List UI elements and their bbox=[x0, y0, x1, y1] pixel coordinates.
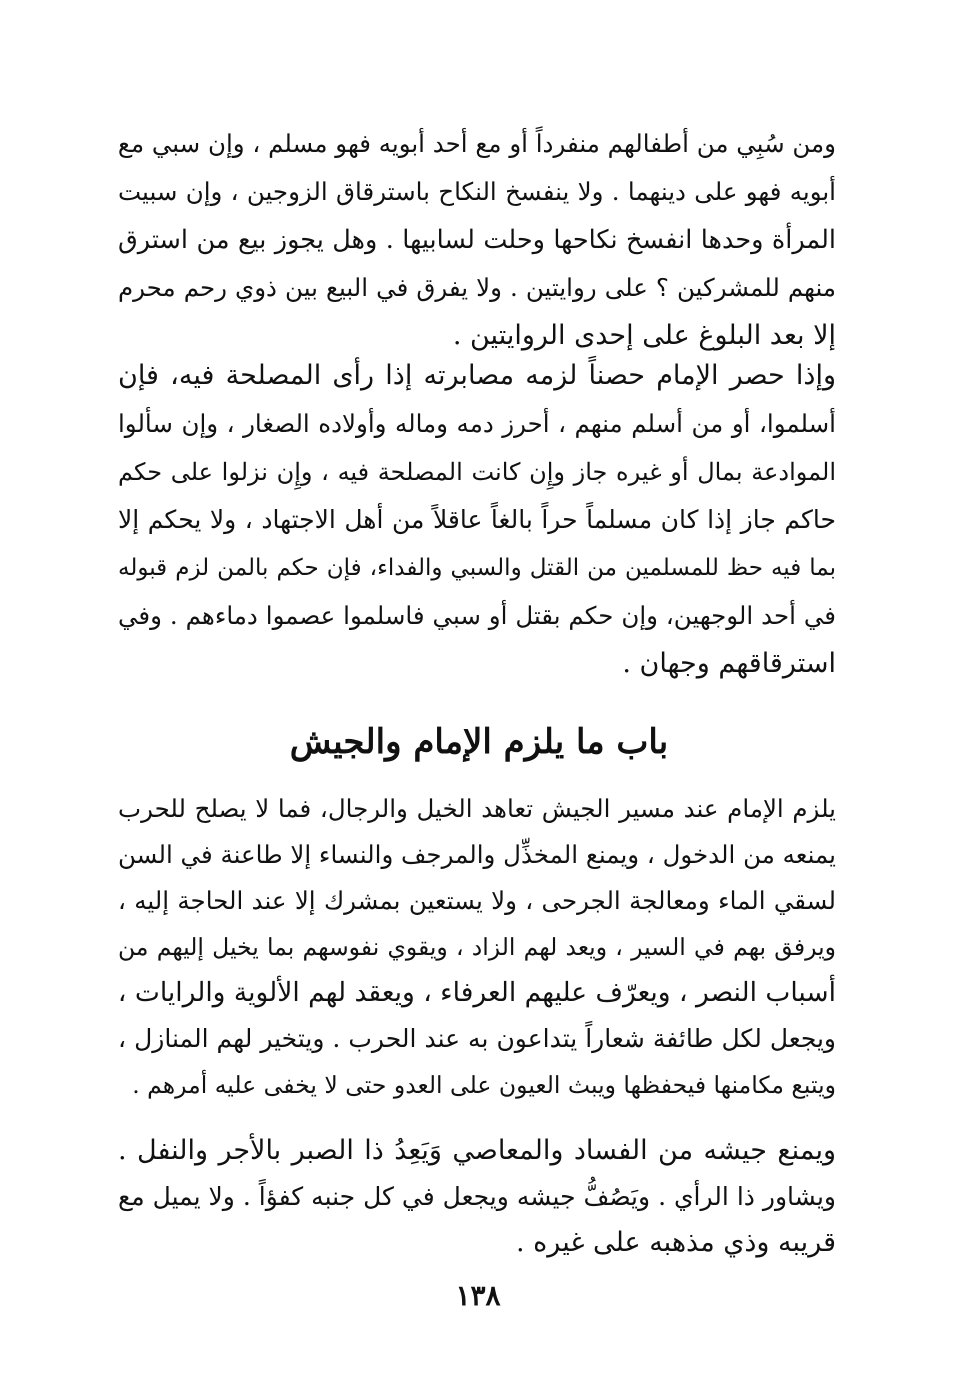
text-line: أسباب النصر ، ويعرّف عليهم العرفاء ، ويعقد لهم الألوية والرايات ، bbox=[117, 977, 836, 1008]
paragraph-siege-fortress bbox=[118, 352, 836, 688]
text-line: أبويه فهو على دينهما . ولا ينفسخ النكاح باسترقاق الزوجين ، وإن سبيت bbox=[118, 177, 836, 206]
text-line: ويمنع جيشه من الفساد والمعاصي وَيَعِدُ ذا الصبر بالأجر والنفل . bbox=[118, 1135, 836, 1166]
text-line: يلزم الإمام عند مسير الجيش تعاهد الخيل والرجال، فما لا يصلح للحرب bbox=[118, 794, 836, 823]
chapter-heading: باب ما يلزم الإمام والجيش bbox=[289, 722, 669, 762]
text-line: استرقاقهم وجهان . bbox=[622, 648, 836, 679]
text-line: أسلموا، أو من أسلم منهم ، أحرز دمه وماله وأولاده الصغار ، وإن سألوا bbox=[118, 409, 836, 438]
text-line: حاكم جاز إذا كان مسلماً حراً بالغاً عاقلاً من أهل الاجتهاد ، ولا يحكم إلا bbox=[118, 505, 836, 534]
text-line: ويجعل لكل طائفة شعاراً يتداعون به عند الحرب . ويتخير لهم المنازل ، bbox=[118, 1024, 836, 1053]
paragraph-captives-children bbox=[118, 120, 836, 360]
text-line: بما فيه حظ للمسلمين من القتل والسبي والفداء، فإن حكم بالمن لزم قبوله bbox=[118, 555, 836, 581]
text-line: ويشاور ذا الرأي . ويَصُفُّ جيشه ويجعل في كل جنبه كفؤاً . ولا يميل مع bbox=[118, 1182, 836, 1211]
text-line: لسقي الماء ومعالجة الجرحى ، ولا يستعين بمشرك إلا عند الحاجة إليه ، bbox=[118, 886, 836, 915]
page-number: ١٣٨ bbox=[455, 1279, 501, 1312]
text-line: الموادعة بمال أو غيره جاز وإِن كانت المصلحة فيه ، وإِن نزلوا على حكم bbox=[118, 458, 836, 486]
text-line: المرأة وحدها انفسخ نكاحها وحلت لسابيها . وهل يجوز بيع من استرق bbox=[118, 225, 836, 255]
text-line: ومن سُبِي من أطفالهم منفرداً أو مع أحد أبويه فهو مسلم ، وإن سبي مع bbox=[117, 129, 836, 158]
text-line: ويرفق بهم في السير ، ويعد لهم الزاد ، ويقوي نفوسهم بما يخيل إليهم من bbox=[118, 933, 836, 961]
text-line: ويتبع مكامنها فيحفظها ويبث العيون على العدو حتى لا يخفى عليه أمرهم . bbox=[132, 1071, 836, 1099]
paragraph-imam-duties bbox=[118, 786, 836, 1108]
text-line: في أحد الوجهين، وإن حكم بقتل أو سبي فاسلموا عصموا دماءهم . وفي bbox=[118, 601, 836, 630]
text-line: يمنعه من الدخول ، ويمنع المخذِّل والمرجف والنساء إلا طاعنة في السن bbox=[117, 840, 836, 869]
paragraph-army-conduct bbox=[118, 1128, 836, 1266]
text-line: قريبه وذي مذهبه على غيره . bbox=[516, 1227, 836, 1258]
text-line: وإذا حصر الإمام حصناً لزمه مصابرته إذا رأى المصلحة فيه، فإن bbox=[118, 360, 836, 391]
text-line: منهم للمشركين ؟ على روايتين . ولا يفرق في البيع بين ذوي رحم محرم bbox=[118, 273, 836, 302]
text-line: إلا بعد البلوغ على إحدى الروايتين . bbox=[452, 320, 836, 351]
